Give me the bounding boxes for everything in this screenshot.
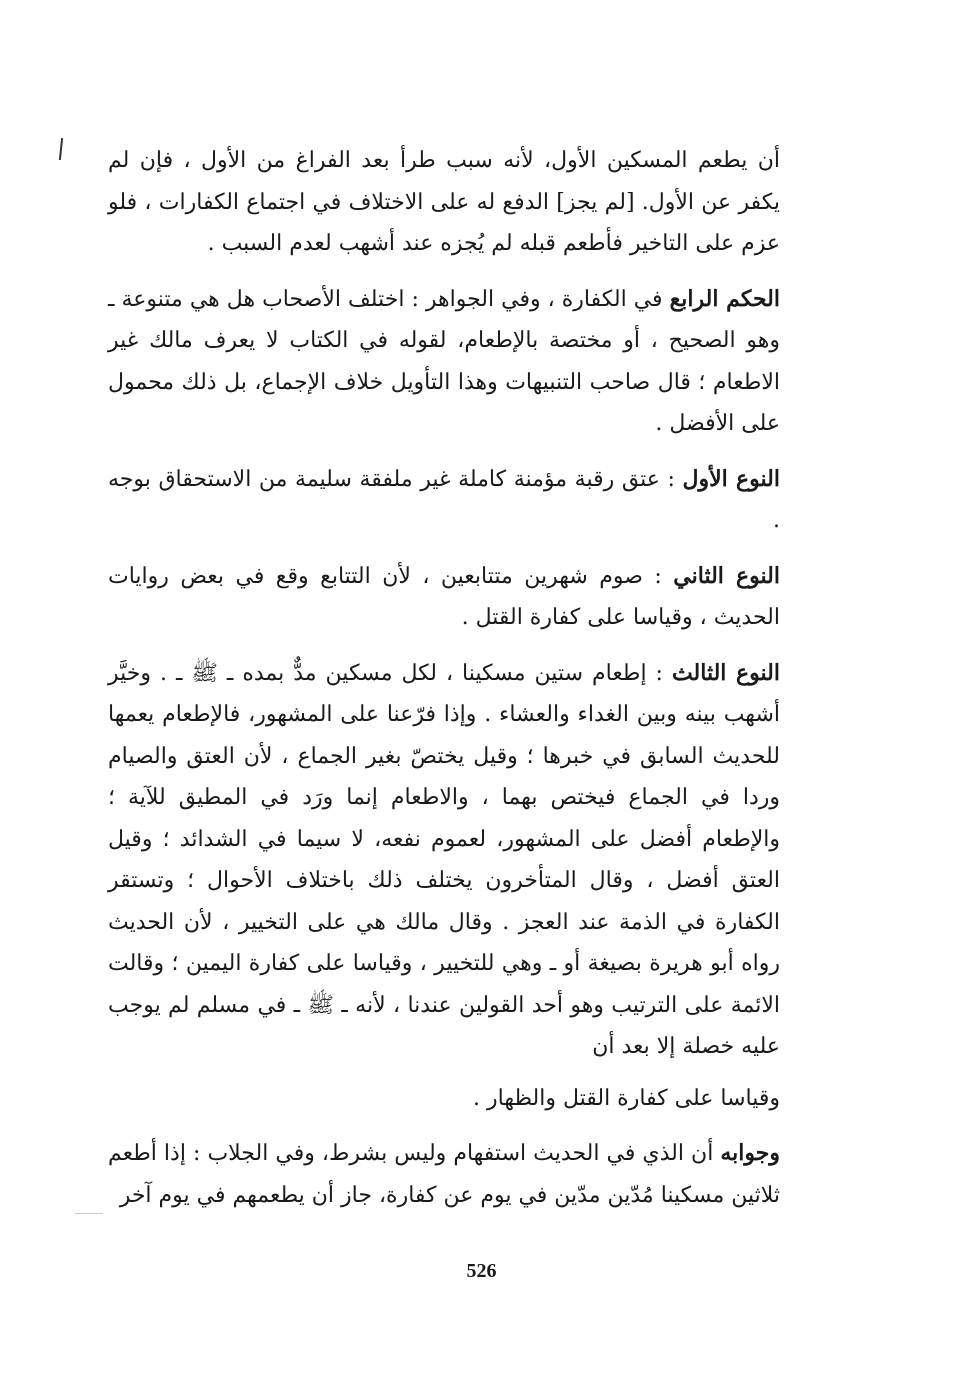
paragraph-2 [108,279,780,445]
body-text [108,140,780,1230]
paragraph-5-lead: النوع الثالث [671,659,780,686]
paragraph-7-lead: وجوابه [720,1140,780,1166]
paragraph-4 [108,556,780,639]
paragraph-5-text: : إطعام ستين مسكينا ، لكل مسكين مدٌّ بمده ـ ﷺ ـ . وخيَّر أشهب بينه وبين الغداء والعشاء . وإذا فرّعنا على المشهور، فالإطعام يعمها للحديث السابق في خبرها ؛ وقيل يختصّ بغير الجماع ، لأن العتق والصيام وردا في الجماع فيختص بهما ، والاطعام إنما ورَد في المطيق للآية ؛ والإطعام أفضل على المشهور، لعموم نفعه، لا سيما في الشدائد ؛ وقيل العتق أفضل ، وقال المتأخرون يختلف ذلك باختلاف الأحوال ؛ وتستقر الكفارة في الذمة عند العجز . وقال مالك هي على التخيير ، لأن الحديث رواه أبو هريرة بصيغة أو ـ وهي للتخيير ، وقياسا على كفارة اليمين ؛ وقالت الائمة على الترتيب وهو أحد القولين عندنا ، لأنه ـ ﷺ ـ في مسلم لم يوجب عليه خصلة إلا بعد أن [108,660,780,1059]
paragraph-2-lead: الحكم الرابع [669,285,780,312]
paragraph-4-text: : صوم شهرين متتابعين ، لأن التتابع وقع في بعض روايات الحديث ، وقياسا على كفارة القتل . [108,563,780,630]
paragraph-6-text: وقياسا على كفارة القتل والظهار . [473,1085,780,1111]
page-number: 526 [466,1260,497,1282]
paragraph-4-lead: النوع الثاني [673,562,780,589]
paragraph-3-text: : عتق رقبة مؤمنة كاملة غير ملفقة سليمة من الاستحقاق بوجه . [108,466,780,533]
paragraph-7 [108,1133,780,1216]
paragraph-3 [108,459,780,542]
bottom-rule [75,1213,103,1214]
paragraph-1-text: أن يطعم المسكين الأول، لأنه سبب طرأ بعد الفراغ من الأول ، فإن لم يكفر عن الأول. [لم يجز] الدفع له على الاختلاف في اجتماع الكفارات ، فلو عزم على التاخير فأطعم قبله لم يُجزه عند أشهب لعدم السبب . [108,148,780,256]
paragraph-6 [108,1078,780,1120]
paragraph-7-text: أن الذي في الحديث استفهام وليس بشرط، وفي الجلاب : إذا أطعم ثلاثين مسكينا مُدّين مدّين في يوم عن كفارة، جاز أن يطعمهم في يوم آخر [108,1141,780,1208]
paragraph-1 [108,140,780,265]
paragraph-5 [108,653,780,1068]
paragraph-2-text: في الكفارة ، وفي الجواهر : اختلف الأصحاب هل هي متنوعة ـ وهو الصحيح ، أو مختصة بالإطعام، لقوله في الكتاب لا يعرف مالك غير الاطعام ؛ قال صاحب التنبيهات وهذا التأويل خلاف الإجماع، بل ذلك محمول على الأفضل . [108,286,780,436]
paragraph-3-lead: النوع الأول [682,465,781,492]
margin-mark [59,138,63,160]
